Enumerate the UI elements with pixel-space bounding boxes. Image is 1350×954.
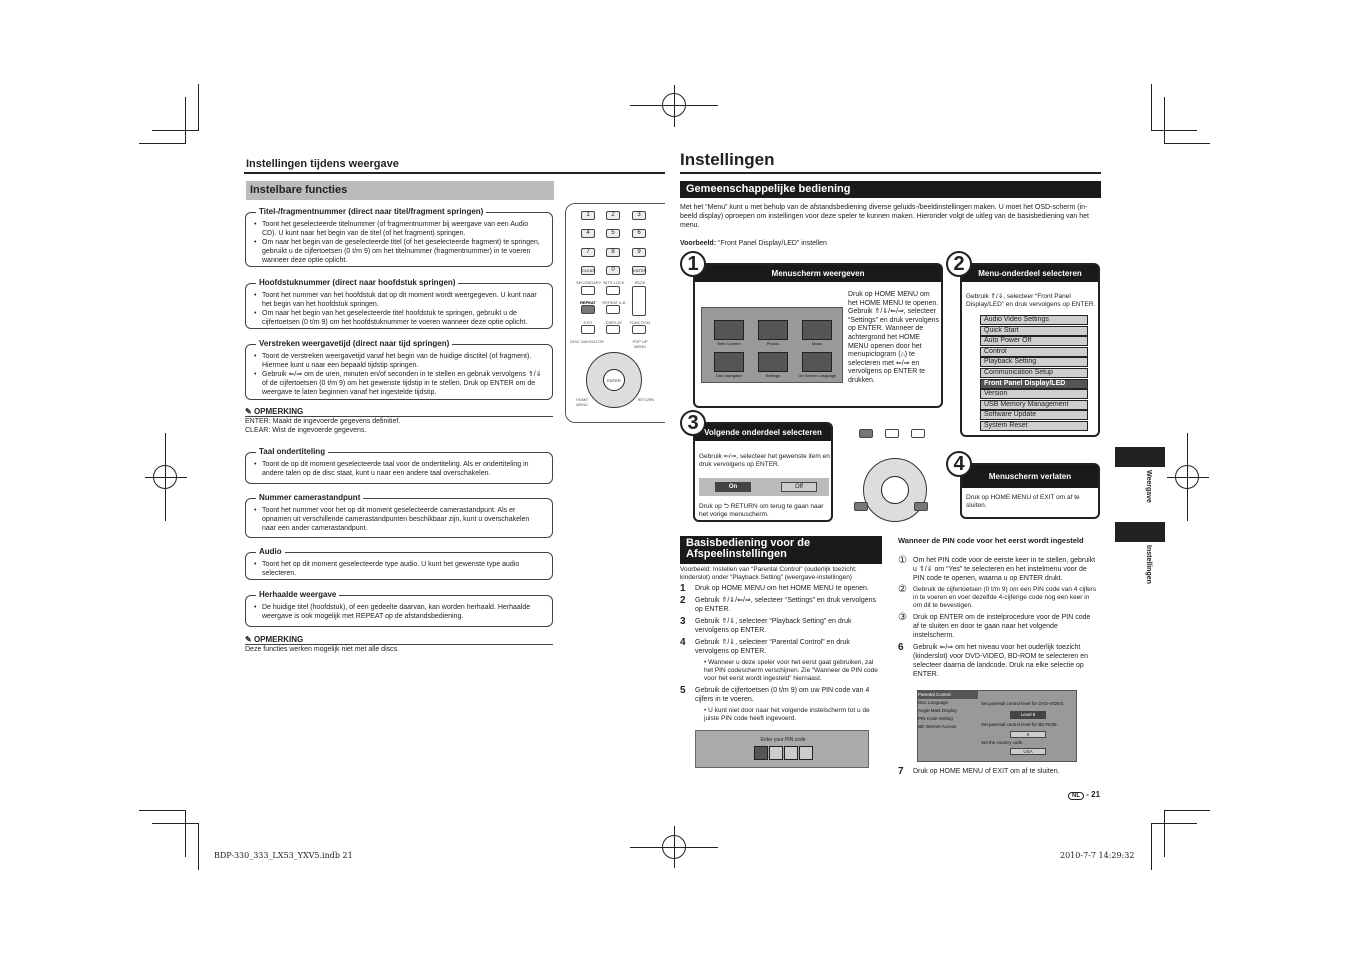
remote-control-illustration	[565, 203, 665, 423]
step-text: Druk op ENTER om de instelprocedure voor de PIN code af te sluiten en door te gaan naar het volgende instelscherm.	[913, 614, 1091, 639]
example-2: Voorbeeld: Instellen van “Parental Control” (ouderlijk toezicht; kinderslot) onder “Playback Setting” (weergave-instellingen)	[680, 566, 857, 581]
pc-menu-item: BD Internet Access	[918, 724, 957, 729]
page-header: Instellingen tijdens weergave	[246, 158, 399, 170]
note-item: CLEAR: Wist de ingevoerde gegevens.	[245, 427, 367, 434]
key-home-menu	[854, 502, 868, 511]
menu-item: System Reset	[980, 421, 1088, 431]
steps-list	[680, 584, 884, 726]
web-icon	[714, 320, 744, 340]
pc-level-bd: 0	[1010, 731, 1046, 738]
note-1: ✎ OPMERKING ENTER: Maakt de ingevoerde gegevens definitief. CLEAR: Wist de ingevoerde gegevens.	[245, 407, 553, 435]
settings-icon	[758, 352, 788, 372]
menu-item: Software Update	[980, 410, 1088, 420]
pc-menu	[918, 691, 978, 731]
step-text: Druk op HOME MENU om het HOME MENU te openen. Gebruik ⇑/⇓/⇐/⇒, selecteer “Settings” en druk vervolgens op ENTER. Wanneer de achtergrond het HOME MENU openen door het menupictogram (⌂) te selecteren met ⇐/⇒ en vervolgens op ENTER te drukken.	[848, 291, 940, 384]
music-icon	[802, 320, 832, 340]
key-blank	[606, 286, 620, 295]
bullet-text: Wanneer u deze speler voor het eerst gaat gebruiken, zal het PIN codescherm verschijnen. Zie “Wanneer de PIN code voor het eerst wordt ingesteld” hiernaast.	[704, 659, 878, 682]
icon-label: Web Content	[717, 341, 741, 346]
step-number-4: 4	[946, 451, 972, 477]
pc-menu-item-selected: Parental Control	[918, 691, 978, 699]
step-text: Gebruik ⇑/⇓/⇐/⇒, selecteer “Settings” en druk vervolgens op ENTER.	[695, 597, 877, 613]
key-return	[914, 502, 928, 511]
box-title: Nummer camerastandpunt	[256, 493, 363, 502]
step-7	[898, 767, 1098, 779]
key-0: 0	[606, 266, 620, 275]
pc-country: USA	[1010, 748, 1046, 755]
info-box-subtitle	[245, 447, 553, 484]
home-menu-screen	[701, 307, 843, 383]
photos-icon	[758, 320, 788, 340]
list-item: • Om naar het begin van de geselecteerde titel (of het geselecteerde fragment) te springen, gebruikt u de cijfertoetsen (0 t/m 9) om het titelnummer (fragmentnummer) in te voeren wanneer deze optie oplicht.	[254, 238, 544, 265]
key-5: 5	[606, 229, 620, 238]
list-item: • Toont het op dit moment geselecteerde type audio. U kunt het gewenste type audio selecteren.	[254, 560, 544, 578]
label: HOME MENU	[576, 397, 588, 407]
option-on: On	[715, 482, 751, 492]
dpad-enter: ENTER	[603, 369, 625, 391]
menu-item: Communication Setup	[980, 368, 1088, 378]
page-num: 21	[1091, 790, 1101, 799]
section-bar-common: Gemeenschappelijke bediening	[680, 181, 1101, 198]
pc-menu-item: Disc Language	[918, 700, 949, 705]
step-text: Om het PIN code voor de eerste keer in te stellen, gebruikt u ⇑/⇓ om “Yes” te selecteren en het instelmenu voor de PIN code te openen, waarna u op ENTER drukt.	[913, 557, 1096, 582]
info-box-angle	[245, 493, 553, 538]
side-tab-dark-2	[1115, 522, 1165, 542]
box-title: Audio	[256, 547, 285, 556]
step-num: ③	[898, 612, 907, 623]
side-tab-instellingen	[1115, 545, 1165, 595]
example-label: Voorbeeld:	[680, 240, 717, 247]
box-title: Titel-/fragmentnummer (direct naar titel/fragment springen)	[256, 207, 486, 216]
step-text: Gebruik de cijfertoetsen (0 t/m 9) om uw PIN code van 4 cijfers in te voeren.	[695, 687, 870, 703]
icon-label: Photos	[766, 341, 780, 346]
box-title: Verstreken weergavetijd (direct naar tijd springen)	[256, 339, 452, 348]
on-off-selector	[699, 478, 829, 496]
label: RETURN	[637, 397, 655, 402]
footer-file: BDP-330_333_LX53_YXV5.indb 21	[214, 851, 353, 860]
list-item: • Toont de op dit moment geselecteerde taal voor de ondertiteling. Als er ondertiteling in andere talen op de disc staat, kunt u naar een andere taal overschakelen.	[254, 460, 544, 478]
step-text: Druk op HOME MENU of EXIT om af te sluiten.	[966, 494, 1080, 509]
step-num: ①	[898, 555, 907, 566]
key-blank	[581, 286, 595, 295]
section-title: Instelbare functies	[246, 181, 554, 200]
info-box-title-chapter	[245, 207, 553, 267]
footer-date: 2010-7-7 14:29:32	[1060, 851, 1135, 860]
info-box-repeat	[245, 590, 553, 627]
key-repeat-ab	[606, 305, 620, 314]
icon-label: Music	[811, 341, 823, 346]
example-text: “Front Panel Display/LED” instellen	[718, 240, 827, 247]
step-panel-4	[960, 463, 1100, 519]
list-item: • Toont het geselecteerde titelnummer (of fragmentnummer bij weergave van een Audio CD). U kunt naar het begin van de titel (of het fragment) springen.	[254, 220, 544, 238]
pin-entry-screen	[695, 730, 869, 768]
pc-text: Set parental control level for DVD-VIDEO.	[981, 701, 1065, 706]
pc-menu-item: PIN Code Setting	[918, 716, 953, 721]
note-icon: ✎	[245, 635, 254, 644]
step-panel-2	[960, 263, 1100, 437]
step-text: Gebruik ⇑/⇓, selecteer “Front Panel Display/LED” en druk vervolgens op ENTER.	[966, 293, 1096, 308]
list-item: • Om naar het begin van het geselecteerde titel hoofdstuk te springen, gebruikt u de cijfertoetsen (0 t/m 9) om het hoofdstuknummer te voeren wanneer deze optie oplicht.	[254, 309, 544, 327]
icon-label: Settings	[765, 373, 781, 378]
key-enter: ENTER	[633, 268, 647, 273]
label: SECONDARY	[576, 280, 602, 285]
step-number-1: 1	[680, 251, 706, 277]
bullet: •	[704, 659, 709, 666]
menu-item: Auto Power Off	[980, 336, 1088, 346]
note-item: Deze functies werken mogelijk niet met alle discs.	[245, 646, 400, 653]
lang-badge: NL	[1068, 792, 1084, 800]
label: FUNCTION	[629, 320, 651, 325]
page-number: NL - 21	[1068, 790, 1100, 800]
side-tab-label: Instellingen	[1145, 545, 1152, 584]
key-6: 6	[632, 229, 646, 238]
menu-item: Audio Video Settings	[980, 315, 1088, 325]
option-off: Off	[781, 482, 817, 492]
pc-menu-item: Angle Mark Display	[918, 708, 957, 713]
label: BITS LOCK	[603, 280, 625, 285]
info-box-audio	[245, 547, 553, 580]
step-text: Gebruik ⇐/⇒, selecteer het gewenste item en druk vervolgens op ENTER.	[699, 453, 830, 468]
step-text: Druk op HOME MENU om het HOME MENU te openen.	[695, 585, 869, 592]
bullet: •	[704, 707, 709, 714]
info-box-chapter	[245, 278, 553, 329]
key-repeat	[581, 305, 595, 314]
key-display	[885, 429, 899, 438]
label: REPEAT A-B	[602, 300, 626, 305]
step-num: ②	[898, 584, 907, 595]
step-text: Druk op ⮌ RETURN om terug te gaan naar het vorige menuscherm.	[699, 503, 824, 518]
dpad-enter	[881, 476, 909, 504]
pin-digit	[784, 746, 798, 760]
menu-item-selected: Front Panel Display/LED	[980, 379, 1088, 389]
label: EXIT	[583, 320, 593, 325]
list-item: • Toont het nummer voor het op dit moment geselecteerde camerastandpunt. Als er opnamen uit verschillende camerastandpunten beschikbaar zijn, kunt u overschakelen naar een ander camerastandpunt.	[254, 506, 544, 533]
key-7: 7	[581, 248, 595, 257]
pin-steps	[898, 556, 1098, 682]
note-item: ENTER: Maakt de ingevoerde gegevens definitief.	[245, 418, 401, 425]
bullet-text: U kunt niet door naar het volgende instelscherm tot u de juiste PIN code heeft ingevoerd.	[704, 707, 870, 722]
remote-control-illustration-2	[845, 420, 945, 520]
box-title: Herhaalde weergave	[256, 590, 339, 599]
pin-section-title: Wanneer de PIN code voor het eerst wordt ingesteld	[898, 536, 1084, 545]
side-tab-dark-1	[1115, 447, 1165, 467]
step-num: 5	[680, 685, 686, 696]
menu-item: Playback Setting	[980, 357, 1088, 367]
step-num: 6	[898, 642, 904, 653]
key-2: 2	[606, 211, 620, 220]
step-number-2: 2	[946, 251, 972, 277]
label: REPEAT	[580, 300, 596, 305]
list-item: • Gebruik ⇐/⇒ om de uren, minuten en/of seconden in te stellen en gebruik vervolgens ⇑/⇓ of de cijfertoetsen (0 t/m 9) om het gewenste tijdstip in te stellen. Druk op ENTER om de weergave te laten beginnen vanaf het ingestelde tijdstip.	[254, 370, 544, 397]
key-display	[606, 325, 620, 334]
page-rocker	[632, 286, 646, 316]
key-9: 9	[632, 248, 646, 257]
section-bar-playback: Basisbediening voor de Afspeelinstellingen	[680, 536, 882, 564]
key-clear: CLEAR	[582, 268, 596, 273]
parental-control-screen	[917, 690, 1077, 762]
step-num: 2	[680, 595, 686, 606]
step-num: 7	[898, 766, 904, 777]
step-num: 1	[680, 583, 686, 594]
list-item: • Toont de verstreken weergavetijd vanaf het begin van de huidige disctitel (of fragment). Hiermee kunt u naar een bepaald tijdstip springen.	[254, 352, 544, 370]
intro-text: Met het “Menu” kunt u met behulp van de afstandsbediening diverse geluids-/beeldinstellingen maken. U moet het OSD-scherm (in-beeld display) oproepen om instellingen voor deze speler te kunnen maken. Hieronder volgt de uitleg van de basisbediening van het menu.	[680, 204, 1089, 229]
key-8: 8	[606, 248, 620, 257]
step-number-3: 3	[680, 410, 706, 436]
label: PAGE	[634, 280, 646, 285]
key-function	[632, 325, 646, 334]
label: DISC NAVIGATOR	[570, 339, 604, 344]
note-2: ✎ OPMERKING Deze functies werken mogelijk niet met alle discs.	[245, 635, 553, 654]
menu-item: Quick Start	[980, 326, 1088, 336]
icon-label: Disc Navigator	[715, 373, 742, 378]
step-text: Gebruik de cijfertoetsen (0 t/m 9) om een PIN code van 4 cijfers in te voeren en voer dezelfde 4-cijferige code nog een keer in om dit te bevestigen.	[913, 586, 1097, 609]
step-num: 4	[680, 637, 686, 648]
step-text: Gebruik ⇐/⇒ om het niveau voor het ouderlijk toezicht (kinderslot) voor DVD-VIDEO, BD-ROM te selecteren en selecteer daarna de landcode. Druk na elke selectie op ENTER.	[913, 644, 1089, 678]
step-title: Menu-onderdeel selecteren	[962, 265, 1098, 282]
page-title: Instellingen	[680, 150, 775, 169]
pin-digit	[769, 746, 783, 760]
label: DISPLAY	[605, 320, 623, 325]
list-item: • De huidige titel (hoofdstuk), of een gedeelte daarvan, kan worden herhaald. Herhaalde weergave is ook mogelijk met REPEAT op de afstandsbediening.	[254, 603, 544, 621]
step-num: 3	[680, 616, 686, 627]
key-function	[911, 429, 925, 438]
pin-digit	[754, 746, 768, 760]
menu-item: Version	[980, 389, 1088, 399]
side-tab-weergave	[1115, 470, 1165, 518]
pc-text: Set parental control level for BD-ROM.	[981, 722, 1058, 727]
settings-menu-list	[980, 315, 1088, 432]
box-title: Hoofdstuknummer (direct naar hoofdstuk springen)	[256, 278, 458, 287]
key-4: 4	[581, 229, 595, 238]
key-3: 3	[632, 211, 646, 220]
key-exit	[859, 429, 873, 438]
info-box-time	[245, 339, 553, 400]
pin-label: Enter your PIN code	[760, 737, 806, 743]
disc-icon	[714, 352, 744, 372]
step-text: Druk op HOME MENU of EXIT om af te sluiten.	[913, 768, 1060, 775]
step-title: Menuscherm verlaten	[962, 465, 1098, 488]
box-title: Taal ondertiteling	[256, 447, 328, 456]
pc-text: Set the country code.	[981, 740, 1024, 745]
step-panel-1	[693, 263, 943, 408]
step-text: Gebruik ⇑/⇓, selecteer “Playback Setting” en druk vervolgens op ENTER.	[695, 618, 852, 634]
step-title: Menuscherm weergeven	[695, 265, 941, 282]
label: POP UP MENU	[632, 339, 648, 349]
step-title: Volgende onderdeel selecteren	[695, 424, 831, 441]
step-text: Gebruik ⇑/⇓, selecteer “Parental Control” en druk vervolgens op ENTER.	[695, 639, 850, 655]
step-panel-3	[693, 422, 833, 522]
list-item: • Toont het nummer van het hoofdstuk dat op dit moment wordt weergegeven. U kunt naar het begin van het hoofdstuk springen.	[254, 291, 544, 309]
language-icon	[802, 352, 832, 372]
icon-label: On Screen Language	[797, 373, 837, 378]
note-icon: ✎	[245, 407, 254, 416]
menu-item: USB Memory Management	[980, 400, 1088, 410]
key-1: 1	[581, 211, 595, 220]
menu-item: Control	[980, 347, 1088, 357]
pc-level-dvd: Level 8	[1010, 711, 1046, 719]
pin-digit	[799, 746, 813, 760]
side-tab-label: Weergave	[1145, 470, 1152, 503]
key-exit	[581, 325, 595, 334]
